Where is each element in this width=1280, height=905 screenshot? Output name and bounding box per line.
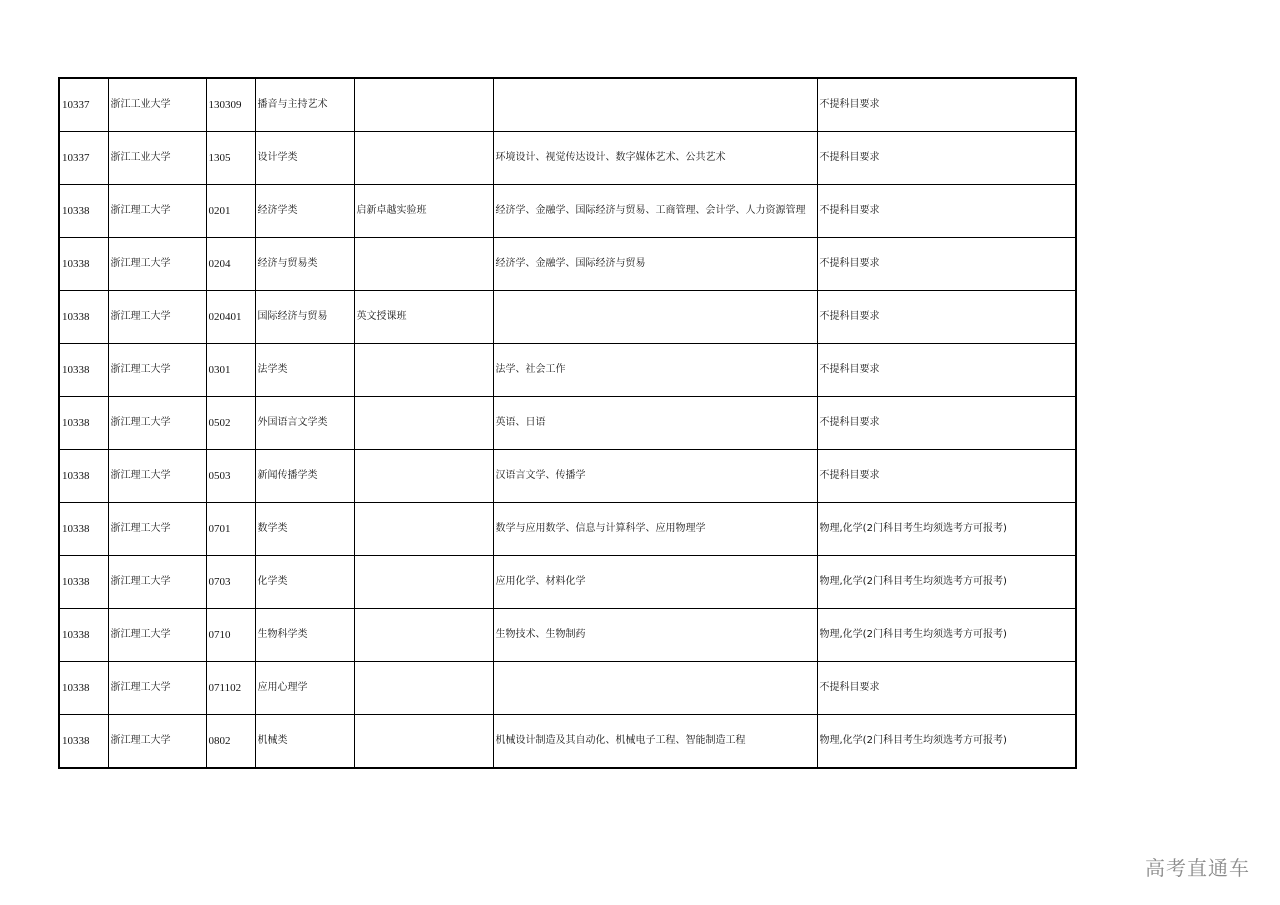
school-name-cell: 浙江理工大学	[108, 503, 206, 556]
included-majors-cell: 经济学、金融学、国际经济与贸易、工商管理、会计学、人力资源管理	[493, 185, 817, 238]
included-majors-cell: 环境设计、视觉传达设计、数字媒体艺术、公共艺术	[493, 132, 817, 185]
major-name-cell: 国际经济与贸易	[255, 291, 354, 344]
included-majors-cell	[493, 662, 817, 715]
subject-requirement-cell: 物理,化学(2门科目考生均须选考方可报考)	[817, 715, 1076, 769]
major-code-cell: 0703	[206, 556, 255, 609]
major-note-cell	[354, 397, 493, 450]
major-name-cell: 播音与主持艺术	[255, 78, 354, 132]
school-code-cell: 10338	[59, 344, 108, 397]
subject-requirement-cell: 不提科目要求	[817, 397, 1076, 450]
major-note-cell: 启新卓越实验班	[354, 185, 493, 238]
major-note-cell	[354, 503, 493, 556]
school-name-cell: 浙江工业大学	[108, 132, 206, 185]
school-code-cell: 10338	[59, 715, 108, 769]
included-majors-cell	[493, 78, 817, 132]
major-note-cell	[354, 450, 493, 503]
major-note-cell	[354, 715, 493, 769]
subject-requirement-cell: 不提科目要求	[817, 344, 1076, 397]
school-code-cell: 10338	[59, 185, 108, 238]
major-code-cell: 0502	[206, 397, 255, 450]
major-code-cell: 0503	[206, 450, 255, 503]
major-note-cell	[354, 344, 493, 397]
subject-requirement-cell: 不提科目要求	[817, 238, 1076, 291]
major-name-cell: 数学类	[255, 503, 354, 556]
school-code-cell: 10338	[59, 609, 108, 662]
table-row	[59, 397, 1076, 450]
table-row	[59, 450, 1076, 503]
table-row	[59, 132, 1076, 185]
major-note-cell: 英文授课班	[354, 291, 493, 344]
major-name-cell: 化学类	[255, 556, 354, 609]
major-note-cell	[354, 78, 493, 132]
table-row	[59, 715, 1076, 769]
school-name-cell: 浙江理工大学	[108, 662, 206, 715]
subject-requirement-cell: 不提科目要求	[817, 78, 1076, 132]
subject-requirement-cell: 不提科目要求	[817, 450, 1076, 503]
major-name-cell: 经济与贸易类	[255, 238, 354, 291]
included-majors-cell: 机械设计制造及其自动化、机械电子工程、智能制造工程	[493, 715, 817, 769]
table-row	[59, 185, 1076, 238]
table-body	[59, 78, 1076, 768]
school-name-cell: 浙江理工大学	[108, 185, 206, 238]
admission-requirements-table	[58, 77, 1077, 769]
school-name-cell: 浙江理工大学	[108, 556, 206, 609]
school-name-cell: 浙江理工大学	[108, 291, 206, 344]
major-note-cell	[354, 132, 493, 185]
table-row	[59, 609, 1076, 662]
school-code-cell: 10338	[59, 503, 108, 556]
major-note-cell	[354, 238, 493, 291]
included-majors-cell	[493, 291, 817, 344]
subject-requirement-cell: 物理,化学(2门科目考生均须选考方可报考)	[817, 503, 1076, 556]
subject-requirement-cell: 物理,化学(2门科目考生均须选考方可报考)	[817, 609, 1076, 662]
major-code-cell: 0701	[206, 503, 255, 556]
included-majors-cell: 经济学、金融学、国际经济与贸易	[493, 238, 817, 291]
subject-requirement-cell: 物理,化学(2门科目考生均须选考方可报考)	[817, 556, 1076, 609]
major-code-cell: 0710	[206, 609, 255, 662]
major-name-cell: 经济学类	[255, 185, 354, 238]
school-name-cell: 浙江理工大学	[108, 397, 206, 450]
table-row	[59, 503, 1076, 556]
school-name-cell: 浙江理工大学	[108, 609, 206, 662]
major-code-cell: 130309	[206, 78, 255, 132]
school-code-cell: 10337	[59, 132, 108, 185]
major-code-cell: 0301	[206, 344, 255, 397]
school-name-cell: 浙江理工大学	[108, 715, 206, 769]
school-code-cell: 10338	[59, 397, 108, 450]
major-code-cell: 0802	[206, 715, 255, 769]
school-code-cell: 10337	[59, 78, 108, 132]
school-name-cell: 浙江工业大学	[108, 78, 206, 132]
major-name-cell: 机械类	[255, 715, 354, 769]
subject-requirement-cell: 不提科目要求	[817, 132, 1076, 185]
table-row	[59, 78, 1076, 132]
subject-requirement-cell: 不提科目要求	[817, 662, 1076, 715]
major-name-cell: 应用心理学	[255, 662, 354, 715]
table-row	[59, 556, 1076, 609]
school-code-cell: 10338	[59, 238, 108, 291]
school-code-cell: 10338	[59, 291, 108, 344]
major-note-cell	[354, 609, 493, 662]
included-majors-cell: 法学、社会工作	[493, 344, 817, 397]
included-majors-cell: 应用化学、材料化学	[493, 556, 817, 609]
major-name-cell: 外国语言文学类	[255, 397, 354, 450]
major-code-cell: 020401	[206, 291, 255, 344]
subject-requirement-cell: 不提科目要求	[817, 291, 1076, 344]
included-majors-cell: 数学与应用数学、信息与计算科学、应用物理学	[493, 503, 817, 556]
major-code-cell: 0204	[206, 238, 255, 291]
table-row	[59, 344, 1076, 397]
included-majors-cell: 生物技术、生物制药	[493, 609, 817, 662]
major-name-cell: 法学类	[255, 344, 354, 397]
subject-requirement-cell: 不提科目要求	[817, 185, 1076, 238]
major-code-cell: 071102	[206, 662, 255, 715]
school-code-cell: 10338	[59, 556, 108, 609]
table-row	[59, 662, 1076, 715]
table-row	[59, 291, 1076, 344]
table-row	[59, 238, 1076, 291]
major-note-cell	[354, 556, 493, 609]
school-name-cell: 浙江理工大学	[108, 238, 206, 291]
major-name-cell: 新闻传播学类	[255, 450, 354, 503]
school-code-cell: 10338	[59, 450, 108, 503]
major-note-cell	[354, 662, 493, 715]
major-name-cell: 生物科学类	[255, 609, 354, 662]
school-name-cell: 浙江理工大学	[108, 344, 206, 397]
included-majors-cell: 汉语言文学、传播学	[493, 450, 817, 503]
school-code-cell: 10338	[59, 662, 108, 715]
school-name-cell: 浙江理工大学	[108, 450, 206, 503]
included-majors-cell: 英语、日语	[493, 397, 817, 450]
watermark-text: 高考直通车	[1145, 856, 1250, 880]
major-code-cell: 1305	[206, 132, 255, 185]
major-name-cell: 设计学类	[255, 132, 354, 185]
major-code-cell: 0201	[206, 185, 255, 238]
